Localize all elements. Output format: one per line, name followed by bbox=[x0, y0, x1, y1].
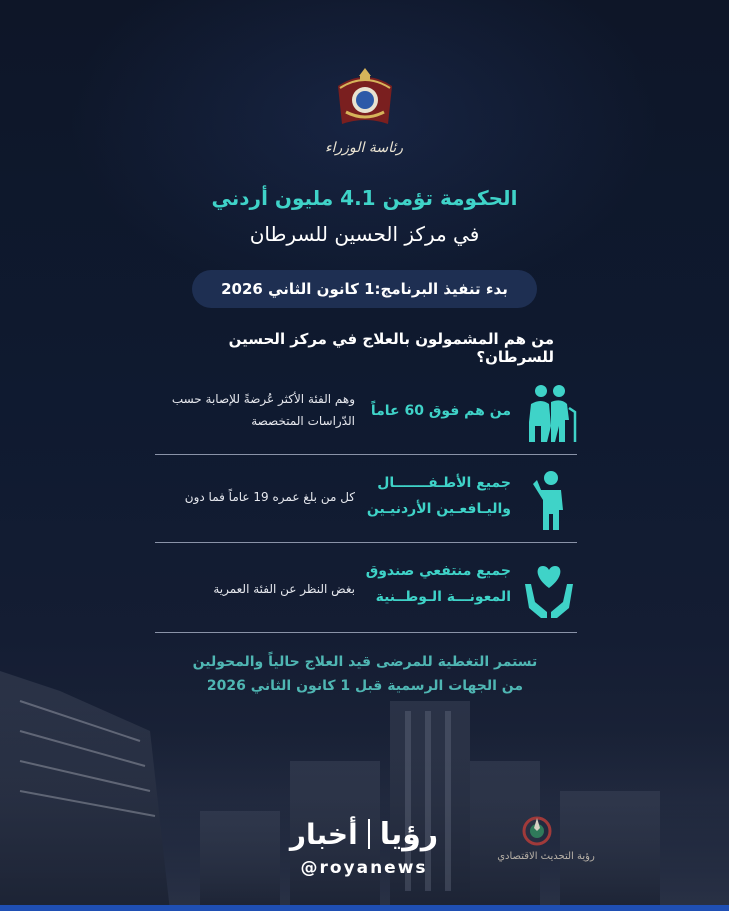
row-divider bbox=[155, 632, 577, 633]
group-description: وهم الفئة الأكثر عُرضةً للإصابة حسب الدّراسات المتخصصة bbox=[171, 392, 355, 428]
agency-name: رئاسة الوزراء bbox=[325, 140, 403, 156]
brand-news: أخبار bbox=[289, 817, 358, 851]
headline-line-1: الحكومة تؤمن 4.1 مليون أردني bbox=[211, 186, 518, 210]
coverage-note-line-1: تستمر التغطية للمرضى قيد العلاج حالياً والمحولين bbox=[192, 654, 538, 670]
group-row-national-aid bbox=[155, 544, 577, 632]
row-divider bbox=[155, 542, 577, 543]
group-row-elderly bbox=[155, 368, 577, 456]
headline-line-2: في مركز الحسين للسرطان bbox=[249, 222, 480, 246]
economic-vision-logo-icon bbox=[522, 816, 552, 846]
group-heading: جميع منتفعي صندوق المعونـــة الـوطــنية bbox=[365, 563, 511, 605]
heart-hands-icon bbox=[521, 558, 577, 618]
brand-roya: رؤيا bbox=[379, 816, 439, 852]
group-description: بغض النظر عن الفئة العمرية bbox=[213, 582, 355, 596]
brand-separator bbox=[368, 819, 370, 849]
row-divider bbox=[155, 454, 577, 455]
group-heading: جميع الأطـفـــــــال واليـافعـين الأردنيـين bbox=[366, 475, 511, 517]
child-icon bbox=[521, 470, 577, 530]
elderly-couple-icon bbox=[521, 382, 577, 442]
coverage-note-line-2: من الجهات الرسمية قبل 1 كانون الثاني 2026 bbox=[206, 678, 524, 694]
roya-news-logo bbox=[276, 812, 452, 856]
coverage-note bbox=[150, 650, 580, 698]
bottom-accent-bar bbox=[0, 905, 729, 911]
group-heading: من هم فوق 60 عاماً bbox=[370, 403, 511, 419]
group-description: كل من بلغ عمره 19 عاماً فما دون bbox=[184, 490, 355, 504]
start-date-badge: بدء تنفيذ البرنامج:1 كانون الثاني 2026 bbox=[192, 270, 537, 308]
economic-vision-text: رؤية التحديث الاقتصادي bbox=[497, 851, 595, 862]
jordan-royal-emblem-icon bbox=[332, 66, 398, 130]
social-handle: @royanews bbox=[300, 858, 428, 878]
eligibility-question: من هم المشمولون بالعلاج في مركز الحسين للسرطان؟ bbox=[228, 330, 554, 366]
group-row-children bbox=[155, 456, 577, 544]
